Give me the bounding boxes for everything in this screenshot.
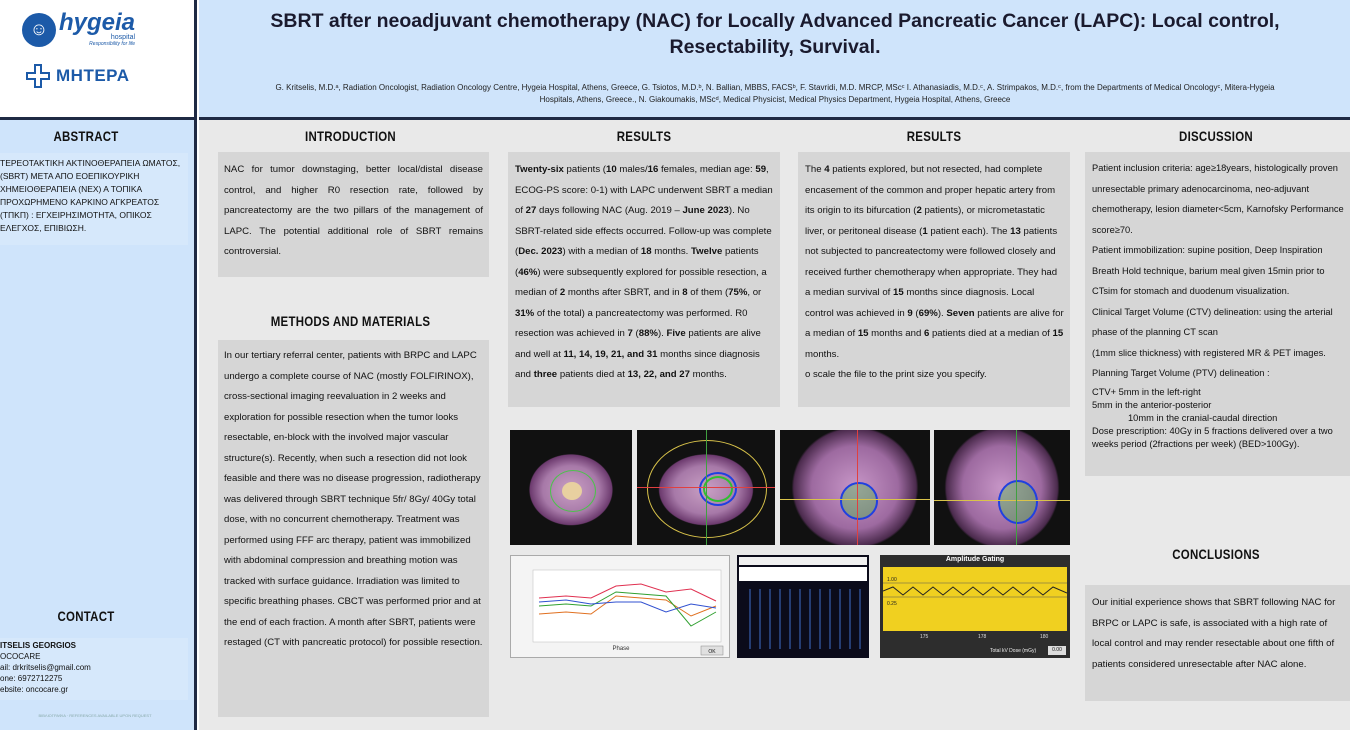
- conclusions-title: CONCLUSIONS: [1172, 546, 1260, 562]
- discussion-box: [1085, 152, 1350, 476]
- conclusions-box: [1085, 585, 1350, 701]
- abstract-text: ΤΕΡΕΟΤΑΚΤΙΚΗ ΑΚΤΙΝΟΘΕΡΑΠΕΙΑ ΩΜΑΤΟΣ, (SBRT) ΜΕΤΑ ΑΠΟ ΕΟΕΠΙΚΟΥΡΙΚΗ ΧΗΜΕΙΟΘΕΡΑΠΕΙΑ (ΝΕΧ) Α ΤΟΠΙΚΑ ΠΡΟΧΩΡΗΜΕΝΟ ΚΑΡΚΙΝΟ ΑΓΚΡΕΑΤΟΣ (ΤΠΚΠ) : ΕΓΧΕΙΡΗΣΙΜΟΤΗΤΑ, ΟΠΙΚΟΣ ΕΛΕΓΧΟΣ, ΕΠΙΒΙΩΣΗ.: [0, 158, 181, 233]
- discussion-title: DISCUSSION: [1179, 128, 1253, 144]
- contact-footer: ΒΙΒΛΙΟΓΡΑΦΙΑ · REFERENCES AVAILABLE UPON REQUEST: [38, 713, 152, 718]
- amp-val2: 0.25: [887, 601, 897, 607]
- discussion-immobilization: Patient immobilization: supine position, Deep Inspiration Breath Hold technique, barium meal given 15min prior to CTsim for stomach and duodenum visualization.: [1092, 245, 1325, 296]
- hygeia-emblem-icon: ☺: [22, 13, 56, 47]
- ct-axial-image-2: [637, 430, 775, 545]
- contact-email: ail: drkritselis@gmail.com: [0, 663, 91, 672]
- discussion-margin-lr: CTV+ 5mm in the left-right: [1092, 386, 1201, 397]
- dvh-table-image: [737, 555, 869, 658]
- discussion-margin-ap: 5mm in the anterior-posterior: [1092, 399, 1212, 410]
- amplitude-plot: [883, 567, 1067, 631]
- methods-title: METHODS AND MATERIALS: [270, 313, 431, 329]
- contact-org: OCOCARE: [0, 652, 41, 661]
- contact-name: ITSELIS GEORGIOS: [0, 641, 77, 650]
- amp-wave: [883, 587, 1067, 595]
- introduction-text: NAC for tumor downstaging, better local/distal disease control, and higher R0 resection rate, followed by pancreatectomy are the two pillars of the management of LAPC. The potential additional role of SBRT remains controversial.: [224, 164, 483, 257]
- poster-authors: G. Kritselis, M.D.ᵃ, Radiation Oncologist, Radiation Oncology Centre, Hygeia Hospital, Athens, Greece, G. Tsiotos, M.D.ᵇ, N. Ballian, MBBS, FACSᵇ, F. Stavridi, M.D. MRCP, MScᶜ I. Athanasiadis, M.D.ᶜ, A. Strimpakos, M.D.ᶜ, from the Departments of Medical Oncologyᶜ, Mitera-Hygeia Hospitals, Athens, Greece., N. Giakoumakis, MScᵈ, Medical Physicist, Medical Physics Department, Hygeia Hospital, Athens, Greece: [275, 83, 1275, 104]
- phase-plot-area: [533, 570, 721, 642]
- ct-sagittal-image: [934, 430, 1070, 545]
- contact-phone: one: 6972712275: [0, 674, 63, 683]
- breathing-phase-graph: [510, 555, 730, 658]
- ct-coronal-image: [780, 430, 930, 545]
- discussion-ptv: Planning Target Volume (PTV) delineation :: [1092, 368, 1270, 378]
- discussion-ctv: Clinical Target Volume (CTV) delineation: using the arterial phase of the planning CT scan: [1092, 306, 1333, 337]
- amp-tick-3: 180: [1040, 634, 1049, 640]
- hygeia-name: hygeia: [59, 9, 136, 36]
- phase-xlabel: Phase: [612, 646, 630, 652]
- amp-footer-value: 0.00: [1048, 646, 1066, 655]
- methods-box: [218, 340, 489, 717]
- abstract-box: [0, 153, 188, 245]
- mitera-cross-icon: [26, 64, 50, 88]
- results2-text: The 4 patients explored, but not resected, had complete encasement of the common and proper hepatic artery from its origin to its bifurcation (2 patients), or micrometastatic liver, or peritoneal disease (1 patient each). The 13 patients not subjected to pancreatectomy were followed closely and received further chemotherapy when appropriate. They had a median survival of 15 months since diagnosis. Local control was achieved in 9 (69%). Seven patients are alive for a median of 15 months and 6 patients died at a median of 15 months. o scale the file to the print size you specify.: [805, 164, 1064, 380]
- dvh-header-bar: [739, 557, 867, 565]
- conclusions-text: Our initial experience shows that SBRT following NAC for BRPC or LAPC is safe, is associated with a high rate of local control and may render resectable about one fifth of patients considered unresectable after NAC alone.: [1092, 597, 1336, 670]
- amp-tick-1: 175: [920, 634, 929, 640]
- mitera-name: ΜΗΤΕΡΑ: [56, 66, 130, 85]
- contact-title: CONTACT: [57, 608, 115, 624]
- contact-box: [0, 638, 188, 700]
- discussion-dose: Dose prescription: 40Gy in 5 fractions delivered over a two weeks period (2fractions per week) (BED>100Gy).: [1092, 425, 1333, 449]
- amplitude-title: Amplitude Gating: [945, 556, 1005, 563]
- abstract-title: ABSTRACT: [53, 128, 119, 144]
- discussion-slice: (1mm slice thickness) with registered MR & PET images.: [1092, 347, 1326, 358]
- mitera-logo: [26, 64, 130, 88]
- discussion-margin-cc: 10mm in the cranial-caudal direction: [1128, 412, 1278, 423]
- ct-axial-image-1: [510, 430, 632, 545]
- methods-text: In our tertiary referral center, patients with BRPC and LAPC undergo a complete course of NAC (mostly FOLFIRINOX), cross-sectional imaging reevaluation in 2 weeks and exploration for possible resection when the tumor looks resectable, en-block with the involved major vascular structure(s). Recently, when such a resection did not look feasible and there was no disease progression, radiotherapy was delivered through SBRT technique 5fr/ 8Gy/ 40Gy total dose, with no concurrent chemotherapy. Treatment was performed using FFF arc therapy, patient was immobilized with abdominal compression and breathing motion was tracked with surface guidance. Irradiation was limited to specific breathing phases. CBCT was performed prior and at the end of each fraction. A month after SBRT, patients were restaged (CT with pancreatic protocol) for possible resection.: [224, 350, 483, 648]
- dvh-bars: [741, 589, 865, 649]
- contact-website: ebsite: oncocare.gr: [0, 685, 69, 694]
- results1-text: Twenty-six patients (10 males/16 females, median age: 59, ECOG-PS score: 0-1) with LAPC underwent SBRT a median of 27 days following NAC (Aug. 2019 – June 2023). No SBRT-related side effects occurred. Follow-up was complete (Dec. 2023) with a median of 18 months. Twelve patients (46%) were subsequently explored for possible resection, a median of 2 months after SBRT, and in 8 of them (75%, or 31% of the total) a pancreatectomy was performed. R0 resection was achieved in 7 (88%). Five patients are alive and well at 11, 14, 19, 21, and 31 months since diagnosis and three patients died at 13, 22, and 27 months.: [515, 164, 773, 380]
- amp-footer-label: Total kV Dose (mGy): [990, 648, 1037, 654]
- dvh-info-bar: [739, 567, 867, 581]
- introduction-box: [218, 152, 489, 277]
- results1-title: RESULTS: [616, 128, 672, 144]
- amplitude-wave-svg: [883, 567, 1067, 631]
- amplitude-gating-image: [880, 555, 1070, 658]
- amp-val1: 1.00: [887, 577, 897, 583]
- results1-box: [508, 152, 780, 407]
- phase-graph-svg: [511, 556, 729, 657]
- results2-box: [798, 152, 1070, 407]
- hygeia-tagline: Responsibility for life: [89, 41, 136, 47]
- discussion-inclusion: Patient inclusion criteria: age≥18years, histologically proven unresectable primary adenocarcinoma, neo-adjuvant chemotherapy, lesion diameter<5cm, Karnofsky Performance score≥70.: [1092, 163, 1344, 235]
- poster-title: SBRT after neoadjuvant chemotherapy (NAC) for Locally Advanced Pancreatic Cancer (LAPC): Local control, Resectability, Survival.: [270, 10, 1280, 58]
- introduction-title: INTRODUCTION: [305, 128, 396, 144]
- results2-title: RESULTS: [906, 128, 962, 144]
- hygeia-sub: hospital: [110, 34, 136, 41]
- amp-tick-2: 178: [978, 634, 987, 640]
- graph-ok-label: OK: [708, 649, 716, 655]
- hygeia-logo: [22, 9, 136, 47]
